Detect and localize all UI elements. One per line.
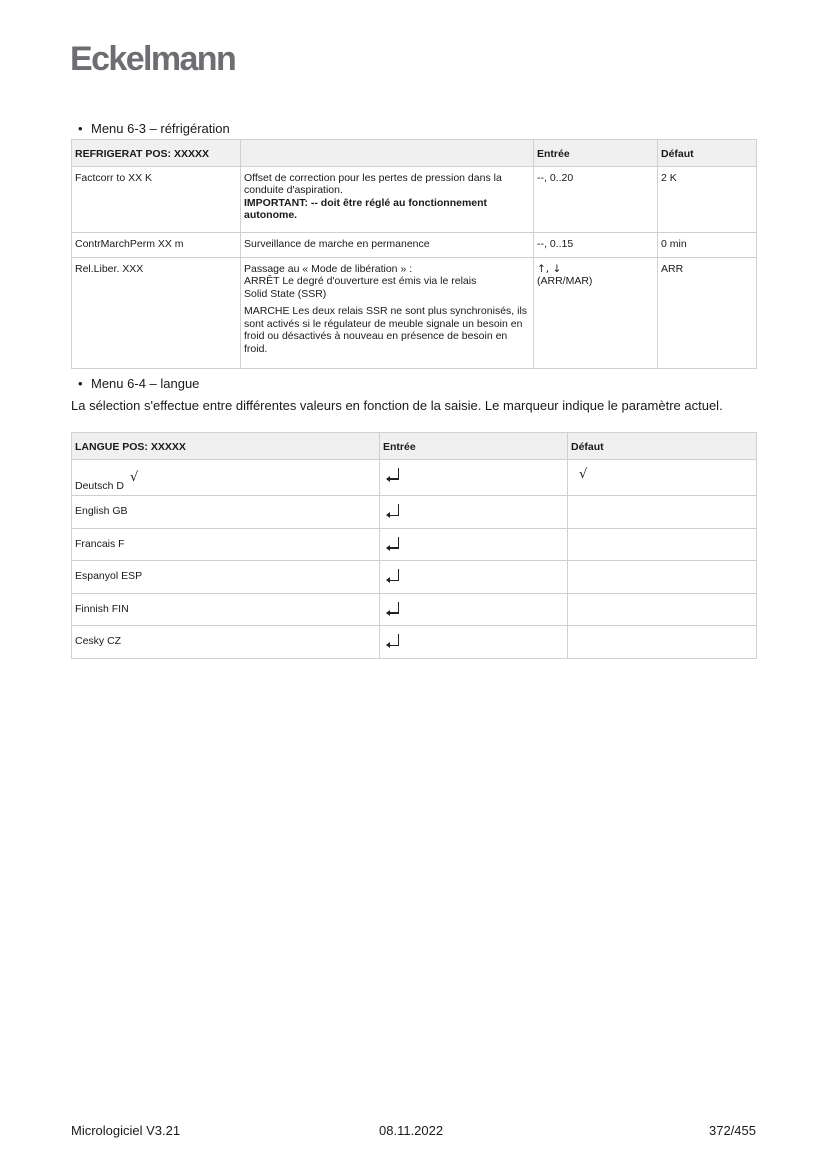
header-language: LANGUE POS: XXXXX xyxy=(72,433,380,460)
param-name: Factcorr to XX K xyxy=(72,166,241,232)
language-label: Finnish FIN xyxy=(75,602,129,615)
entry-cell xyxy=(380,561,568,594)
important-note: IMPORTANT: -- doit être réglé au fonctionnement autonome. xyxy=(244,196,488,221)
entry-cell xyxy=(380,626,568,659)
table-row xyxy=(72,257,757,368)
table-header-row xyxy=(72,140,757,167)
language-cell xyxy=(72,459,380,496)
table-row xyxy=(72,626,757,659)
language-label: Espanyol ESP xyxy=(75,570,143,582)
default-cell xyxy=(568,496,757,529)
language-cell xyxy=(72,593,380,626)
language-label: English GB xyxy=(75,505,128,517)
language-label: Cesky CZ xyxy=(75,635,122,647)
description-text: Offset de correction pour les pertes de pression dans la conduite d'aspiration. xyxy=(244,171,502,196)
menu-6-3-heading xyxy=(78,121,230,136)
param-name: Rel.Liber. XXX xyxy=(72,257,241,368)
language-cell xyxy=(72,561,380,594)
footer-firmware: Micrologiciel V3.21 xyxy=(71,1123,181,1138)
table-header-row xyxy=(72,433,757,460)
param-entry: --, 0..20 xyxy=(534,166,658,232)
menu-6-4-heading xyxy=(78,376,199,391)
language-table xyxy=(71,432,757,659)
footer-date: 08.11.2022 xyxy=(379,1123,444,1138)
enter-return-icon xyxy=(386,634,400,647)
default-cell xyxy=(568,459,757,496)
footer-page-number: 372/455 xyxy=(709,1123,756,1138)
bullet: • xyxy=(78,376,83,391)
language-label: Francais F xyxy=(75,537,125,550)
selected-marker-icon: √ xyxy=(130,469,139,485)
default-marker-icon: √ xyxy=(579,466,588,482)
param-description xyxy=(241,166,534,232)
entry-values: (ARR/MAR) xyxy=(537,275,593,287)
eckelmann-logo: Eckelmann xyxy=(70,40,236,78)
description-block xyxy=(244,263,530,301)
param-entry: --, 0..15 xyxy=(534,232,658,257)
table-row xyxy=(72,593,757,626)
header-default: Défaut xyxy=(658,140,757,167)
param-entry xyxy=(534,257,658,368)
header-entry: Entrée xyxy=(380,433,568,460)
menu-6-3-title: Menu 6-3 – réfrigération xyxy=(91,121,230,136)
entry-cell xyxy=(380,459,568,496)
param-name: ContrMarchPerm XX m xyxy=(72,232,241,257)
language-cell xyxy=(72,626,380,659)
table-row xyxy=(72,232,757,257)
param-default: 2 K xyxy=(658,166,757,232)
menu-6-4-title: Menu 6-4 – langue xyxy=(91,376,200,391)
param-default: 0 min xyxy=(658,232,757,257)
description-line: Passage au « Mode de libération » : xyxy=(244,262,413,275)
language-label: Deutsch D xyxy=(75,479,125,492)
enter-return-icon xyxy=(386,569,400,582)
table-row xyxy=(72,166,757,232)
table-row xyxy=(72,561,757,594)
enter-return-icon xyxy=(386,602,400,615)
default-cell xyxy=(568,593,757,626)
enter-return-icon xyxy=(386,468,400,481)
entry-cell xyxy=(380,528,568,561)
header-parameter: REFRIGERAT POS: XXXXX xyxy=(72,140,241,167)
header-default: Défaut xyxy=(568,433,757,460)
header-entry: Entrée xyxy=(534,140,658,167)
default-cell xyxy=(568,561,757,594)
table-row xyxy=(72,459,757,496)
language-cell xyxy=(72,496,380,529)
table-row xyxy=(72,496,757,529)
language-cell xyxy=(72,528,380,561)
table-row xyxy=(72,528,757,561)
param-description: Surveillance de marche en permanence xyxy=(241,232,534,257)
refrigeration-table xyxy=(71,139,757,369)
default-cell xyxy=(568,528,757,561)
enter-return-icon xyxy=(386,504,400,517)
entry-cell xyxy=(380,593,568,626)
description-line: ARRÊT Le degré d'ouverture est émis via le relais Solid State (SSR) xyxy=(244,275,477,300)
selection-explanation: La sélection s'effectue entre différentes valeurs en fonction de la saisie. Le marqueur indique le paramètre actuel. xyxy=(71,398,723,413)
bullet: • xyxy=(78,121,83,136)
description-block: MARCHE Les deux relais SSR ne sont plus synchronisés, ils sont activés si le régulateur de meuble signale un besoin en froid ou désactivés à nouveau en présence de besoin en froid. xyxy=(244,305,528,355)
param-default: ARR xyxy=(658,257,757,368)
up-down-arrows-icon: ↑, ↓ xyxy=(537,262,562,275)
param-description xyxy=(241,257,534,368)
entry-cell xyxy=(380,496,568,529)
header-description xyxy=(241,140,534,167)
enter-return-icon xyxy=(386,537,400,550)
default-cell xyxy=(568,626,757,659)
